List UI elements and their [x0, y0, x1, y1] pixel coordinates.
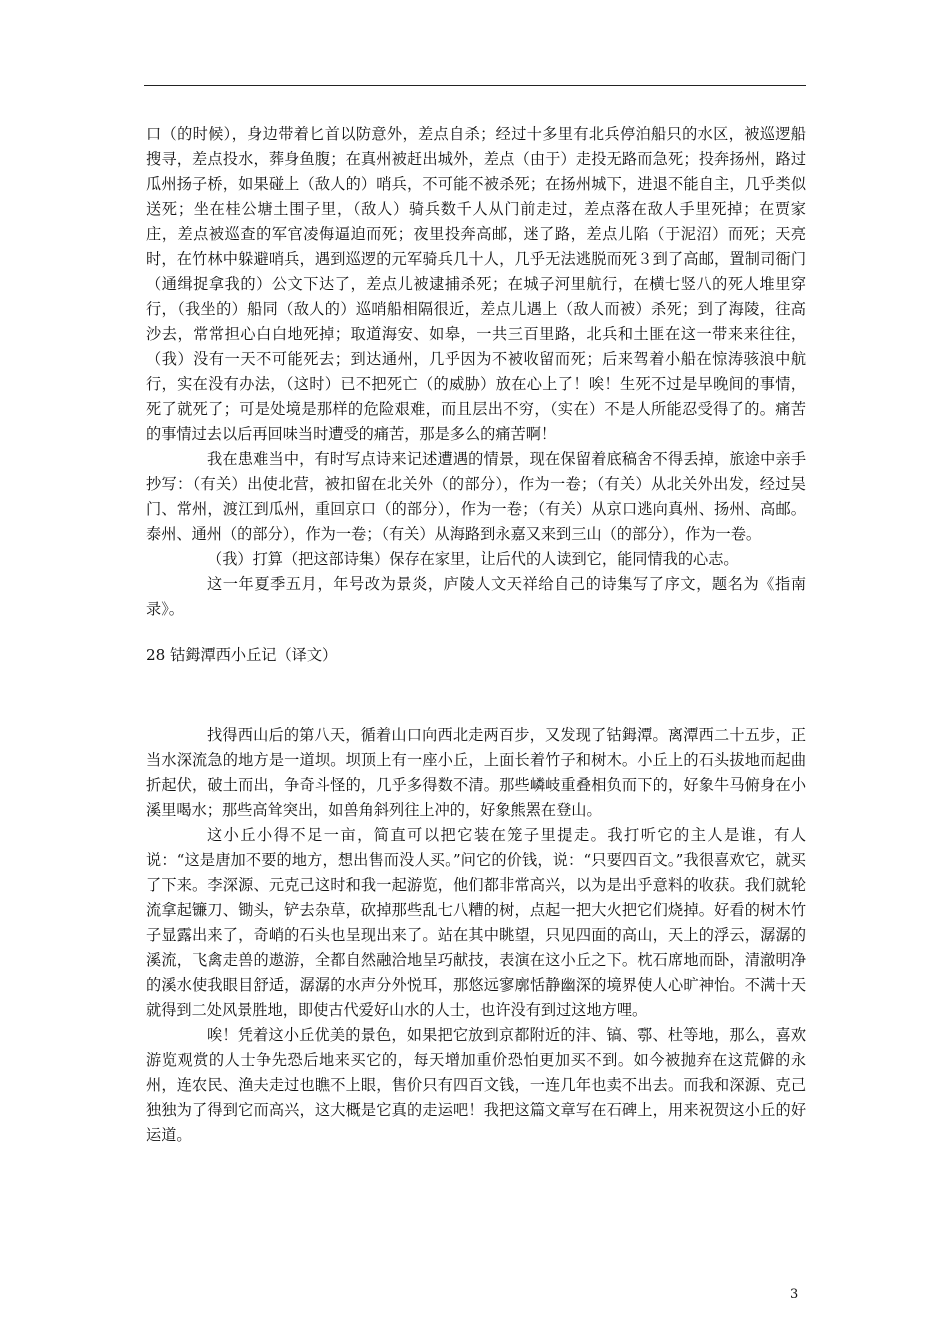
paragraph: 这一年夏季五月，年号改为景炎，庐陵人文天祥给自己的诗集写了序文，题名为《指南录》。	[146, 575, 806, 618]
section-body	[146, 723, 806, 1148]
paragraph: 口（的时候），身边带着匕首以防意外，差点自杀；经过十多里有北兵停泊船只的水区，被巡逻船搜寻，差点投水，葬身鱼腹；在真州被赶出城外，差点（由于）走投无路而急死；投奔扬州，路过瓜州扬子桥，如果碰上（敌人的）哨兵，不可能不被杀死；在扬州城下，进退不能自主，几乎类似送死；坐在桂公塘土围子里，（敌人）骑兵数千人从门前走过，差点落在敌人手里死掉；在贾家庄，差点被巡查的军官凌侮逼迫而死；夜里投奔高邮，迷了路，差点儿陷（于泥沼）而死；天亮时，在竹林中躲避哨兵，遇到巡逻的元军骑兵几十人，几乎无法逃脱而死３到了高邮，置制司衙门（通缉捉拿我的）公文下达了，差点儿被逮捕杀死；在城子河里航行，在横七竖八的死人堆里穿行，（我坐的）船同（敌人的）巡哨船相隔很近，差点儿遇上（敌人而被）杀死；到了海陵，往高沙去，常常担心白白地死掉；取道海安、如皋，一共三百里路，北兵和土匪在这一带来来往往，（我）没有一天不可能死去；到达通州，几乎因为不被收留而死；后来驾着小船在惊涛骇浪中航行，实在没有办法，（这时）已不把死亡（的威胁）放在心上了！唉！生死不过是早晚间的事情，死了就死了；可是处境是那样的危险艰难，而且层出不穷，（实在）不是人所能忍受得了的。痛苦的事情过去以后再回味当时遭受的痛苦，那是多么的痛苦啊！	[146, 125, 806, 443]
page-number: 3	[790, 1287, 799, 1302]
paragraph: 这小丘小得不足一亩，简直可以把它装在笼子里提走。我打听它的主人是谁，有人说：“这是唐加不要的地方，想出售而没人买。”问它的价钱，说：“只要四百文。”我很喜欢它，就买了下来。李深源、元克己这时和我一起游览，他们都非常高兴，以为是出乎意料的收获。我们就轮流拿起镰刀、锄头，铲去杂草，砍掉那些乱七八糟的树，点起一把大火把它们烧掉。好看的树木竹子显露出来了，奇峭的石头也呈现出来了。站在其中眺望，只见四面的高山，天上的浮云，潺潺的溪流，飞禽走兽的遨游，全都自然融洽地呈巧献技，表演在这小丘之下。枕石席地而卧，清澈明净的溪水使我眼目舒适，潺潺的水声分外悦耳，那悠远寥廓恬静幽深的境界使人心旷神怡。不满十天就得到二处风景胜地，即使古代爱好山水的人士，也许没有到过这地方哩。	[146, 826, 806, 1019]
section-heading: 28 钴鉧潭西小丘记（译文）	[146, 646, 338, 664]
paragraph: 找得西山后的第八天，循着山口向西北走两百步，又发现了钴鉧潭。离潭西二十五步，正当水深流急的地方是一道坝。坝顶上有一座小丘，上面长着竹子和树木。小丘上的石头拔地而起曲折起伏，破土而出，争奇斗怪的，几乎多得数不清。那些嶙岐重叠相负而下的，好象牛马俯身在小溪里喝水；那些高耸突出，如兽角斜列往上冲的，好象熊罴在登山。	[146, 726, 806, 819]
header-rule	[144, 85, 806, 86]
preface-translation-continued	[146, 122, 806, 622]
paragraph: 我在患难当中，有时写点诗来记述遭遇的情景，现在保留着底稿舍不得丢掉，旅途中亲手抄写：（有关）出使北营，被扣留在北关外（的部分），作为一卷；（有关）从北关外出发，经过吴门、常州，渡江到瓜州，重回京口（的部分），作为一卷；（有关）从京口逃向真州、扬州、高邮。泰州、通州（的部分），作为一卷；（有关）从海路到永嘉又来到三山（的部分），作为一卷。	[146, 450, 806, 543]
paragraph: 唉！凭着这小丘优美的景色，如果把它放到京都附近的沣、镐、鄠、杜等地，那么，喜欢游览观赏的人士争先恐后地来买它的，每天增加重价恐怕更加买不到。如今被抛弃在这荒僻的永州，连农民、渔夫走过也瞧不上眼，售价只有四百文钱，一连几年也卖不出去。而我和深源、克己独独为了得到它而高兴，这大概是它真的走运吧！我把这篇文章写在石碑上，用来祝贺这小丘的好运道。	[146, 1026, 806, 1144]
paragraph: （我）打算（把这部诗集）保存在家里，让后代的人读到它，能同情我的心志。	[207, 550, 739, 568]
